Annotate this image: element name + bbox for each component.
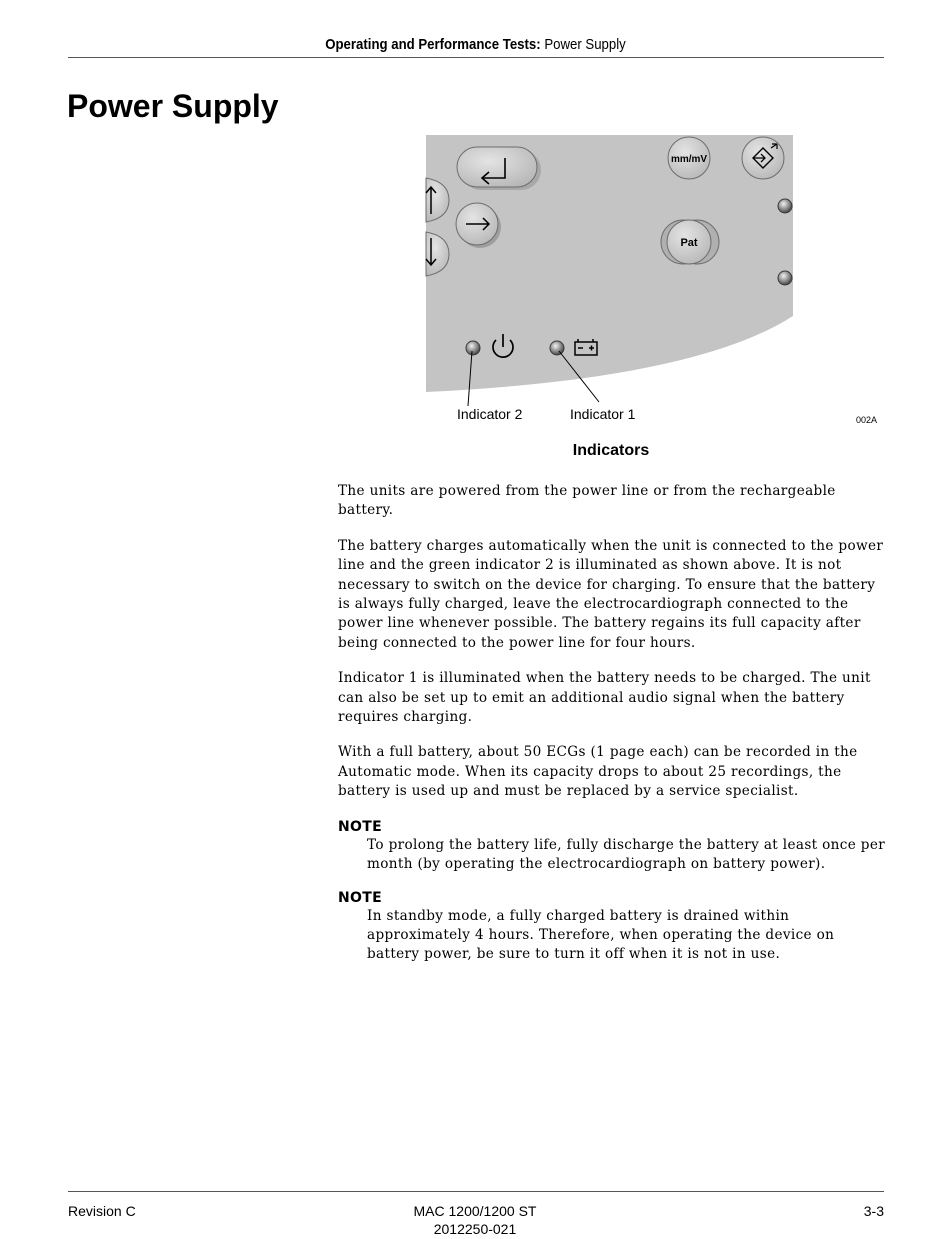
footer-revision: Revision C <box>68 1203 136 1219</box>
note-heading: NOTE <box>338 889 382 906</box>
paragraph: Indicator 1 is illuminated when the battery needs to be charged. The unit can also be set up to emit an additional audio signal when the battery requires charging. <box>338 670 871 726</box>
svg-text:Pat: Pat <box>680 237 698 249</box>
indicator-1-label: Indicator 1 <box>570 406 636 422</box>
status-led-icon <box>778 271 792 285</box>
paragraph: With a full battery, about 50 ECGs (1 page each) can be recorded in the Automatic mode. When its capacity drops to about 25 recordings, the battery is used up and must be replaced by a service specialist. <box>338 744 858 800</box>
figure-id: 002A <box>856 415 878 425</box>
footer-rule <box>68 1191 884 1192</box>
body-text <box>338 482 886 979</box>
indicator-2-label: Indicator 2 <box>457 406 523 422</box>
footer-part-number: 2012250-021 <box>433 1221 517 1237</box>
note-text: To prolong the battery life, fully discharge the battery at least once per month (by operating the electrocardiograph on battery power). <box>367 836 886 873</box>
paragraph: The units are powered from the power line or from the rechargeable battery. <box>338 483 836 519</box>
paper-feed-key-icon <box>742 137 784 179</box>
indicator-1-led-icon <box>550 341 564 355</box>
note-heading: NOTE <box>338 818 382 835</box>
footer-document-id <box>325 1202 625 1238</box>
header-rule <box>68 57 884 58</box>
status-led-icon <box>778 199 792 213</box>
mm-mv-key <box>668 137 710 179</box>
keypad-illustration <box>425 134 885 434</box>
header-section: Operating and Performance Tests: <box>325 36 541 53</box>
enter-key-icon <box>457 147 541 190</box>
page-number: 3-3 <box>863 1203 884 1219</box>
indicators-figure <box>425 134 885 434</box>
note-text: In standby mode, a fully charged battery is drained within approximately 4 hours. Therefore, when operating the device on battery power, be sure to turn it off when it is not in use. <box>367 907 835 963</box>
indicator-2-led-icon <box>466 341 480 355</box>
paragraph: The battery charges automatically when the unit is connected to the power line and the green indicator 2 is illuminated as shown above. It is not necessary to switch on the device for charging. To ensure that the battery is always fully charged, leave the electrocardiograph connected to the power line whenever possible. The battery regains its full capacity after being connected to the power line for four hours. <box>338 537 884 651</box>
pat-key <box>661 220 719 264</box>
svg-text:mm/mV: mm/mV <box>670 154 708 165</box>
header-topic: Power Supply <box>544 36 626 53</box>
page-title: Power Supply <box>67 88 279 124</box>
figure-caption: Indicators <box>572 442 650 459</box>
footer-model: MAC 1200/1200 ST <box>413 1203 537 1219</box>
running-header <box>117 36 834 56</box>
